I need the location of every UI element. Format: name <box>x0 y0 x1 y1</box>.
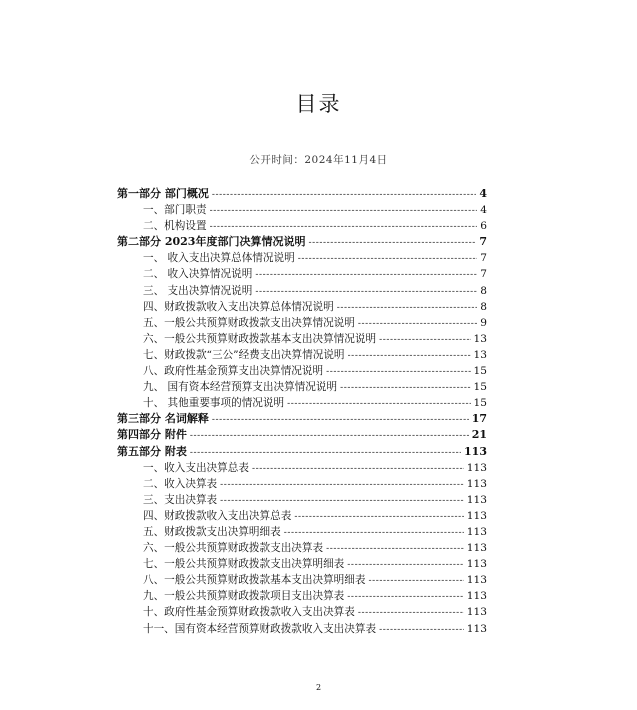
toc-leader-dashes <box>358 316 477 332</box>
toc-leader-dashes <box>287 396 470 412</box>
toc-leader-dashes <box>298 251 478 267</box>
toc-entry-label: 五、财政拨款支出决算明细表 <box>143 525 281 538</box>
toc-entry-page: 113 <box>466 622 487 635</box>
toc-entry-label: 九、 国有资本经营预算支出决算情况说明 <box>143 381 338 394</box>
toc-leader-dashes <box>255 267 477 283</box>
toc-leader-dashes <box>326 541 464 557</box>
toc-section-entry[interactable] <box>117 556 487 572</box>
toc-leader-dashes <box>252 461 464 477</box>
toc-leader-dashes <box>326 364 470 380</box>
toc-section-entry[interactable] <box>117 540 487 556</box>
toc-entry-page: 113 <box>464 444 487 458</box>
toc-section-entry[interactable] <box>117 395 487 411</box>
toc-section-entry[interactable] <box>117 283 487 299</box>
toc-leader-dashes <box>348 348 471 364</box>
toc-leader-dashes <box>379 332 470 348</box>
toc-section-entry[interactable] <box>117 202 487 218</box>
toc-entry-page: 15 <box>473 365 487 378</box>
toc-entry-label: 十一、国有资本经营预算财政拨款收入支出决算表 <box>143 622 377 635</box>
toc-entry-label: 九、一般公共预算财政拨款项目支出决算表 <box>143 590 345 603</box>
table-of-contents <box>117 186 487 637</box>
toc-entry-label: 一、收入支出决算总表 <box>143 461 249 474</box>
toc-entry-label: 一、 收入支出决算总体情况说明 <box>143 252 295 265</box>
toc-entry-label: 第三部分 名词解释 <box>117 412 209 426</box>
toc-part-entry[interactable] <box>117 411 487 427</box>
toc-entry-label: 十、 其他重要事项的情况说明 <box>143 397 285 410</box>
toc-entry-label: 七、一般公共预算财政拨款支出决算明细表 <box>143 558 345 571</box>
toc-entry-label: 二、机构设置 <box>143 220 207 233</box>
toc-section-entry[interactable] <box>117 604 487 620</box>
toc-entry-label: 四、财政拨款收入支出决算总体情况说明 <box>143 300 334 313</box>
toc-leader-dashes <box>255 284 477 300</box>
toc-entry-page: 113 <box>466 542 487 555</box>
toc-entry-page: 7 <box>479 235 487 249</box>
toc-leader-dashes <box>337 300 478 316</box>
toc-leader-dashes <box>212 187 477 203</box>
toc-section-entry[interactable] <box>117 250 487 266</box>
toc-entry-label: 一、部门职责 <box>143 204 207 217</box>
toc-entry-page: 7 <box>480 252 487 265</box>
toc-leader-dashes <box>284 525 464 541</box>
toc-entry-label: 第一部分 部门概况 <box>117 187 209 200</box>
toc-leader-dashes <box>340 380 470 396</box>
toc-section-entry[interactable] <box>117 379 487 395</box>
toc-entry-page: 4 <box>479 187 487 200</box>
toc-section-entry[interactable] <box>117 588 487 604</box>
toc-entry-label: 七、财政拨款“三公”经费支出决算情况说明 <box>143 348 345 361</box>
toc-leader-dashes <box>220 477 464 493</box>
toc-section-entry[interactable] <box>117 347 487 363</box>
toc-section-entry[interactable] <box>117 460 487 476</box>
toc-leader-dashes <box>347 557 463 573</box>
toc-leader-dashes <box>308 235 476 251</box>
toc-section-entry[interactable] <box>117 621 487 637</box>
toc-entry-label: 六、一般公共预算财政拨款基本支出决算情况说明 <box>143 332 377 345</box>
toc-entry-page: 113 <box>466 461 487 474</box>
toc-section-entry[interactable] <box>117 572 487 588</box>
toc-entry-page: 113 <box>466 574 487 587</box>
toc-part-entry[interactable] <box>117 186 487 202</box>
toc-section-entry[interactable] <box>117 363 487 379</box>
toc-entry-label: 三、支出决算表 <box>143 493 218 506</box>
toc-entry-page: 113 <box>466 477 487 490</box>
toc-section-entry[interactable] <box>117 331 487 347</box>
toc-entry-label: 二、 收入决算情况说明 <box>143 268 253 281</box>
toc-section-entry[interactable] <box>117 492 487 508</box>
toc-leader-dashes <box>294 509 463 525</box>
toc-leader-dashes <box>358 605 464 621</box>
toc-entry-page: 113 <box>466 509 487 522</box>
toc-leader-dashes <box>210 203 478 219</box>
toc-part-entry[interactable] <box>117 234 487 250</box>
toc-entry-page: 8 <box>480 300 487 313</box>
toc-leader-dashes <box>190 445 461 461</box>
toc-section-entry[interactable] <box>117 218 487 234</box>
toc-section-entry[interactable] <box>117 476 487 492</box>
toc-entry-label: 第四部分 附件 <box>117 428 187 442</box>
toc-leader-dashes <box>220 493 464 509</box>
toc-entry-label: 三、 支出决算情况说明 <box>143 284 253 297</box>
toc-entry-label: 二、收入决算表 <box>143 477 218 490</box>
toc-entry-page: 113 <box>466 525 487 538</box>
toc-entry-page: 7 <box>480 268 487 281</box>
toc-leader-dashes <box>212 412 469 428</box>
toc-part-entry[interactable] <box>117 444 487 460</box>
toc-entry-page: 113 <box>466 606 487 619</box>
toc-entry-page: 15 <box>473 397 487 410</box>
toc-entry-page: 21 <box>471 428 487 442</box>
toc-entry-label: 第二部分 2023年度部门决算情况说明 <box>117 235 306 249</box>
toc-section-entry[interactable] <box>117 315 487 331</box>
toc-entry-label: 五、一般公共预算财政拨款支出决算情况说明 <box>143 316 355 329</box>
toc-section-entry[interactable] <box>117 508 487 524</box>
toc-entry-label: 八、一般公共预算财政拨款基本支出决算明细表 <box>143 574 366 587</box>
toc-entry-label: 八、政府性基金预算支出决算情况说明 <box>143 365 324 378</box>
toc-entry-page: 113 <box>466 558 487 571</box>
toc-entry-page: 13 <box>473 348 487 361</box>
page-title: 目录 <box>295 92 342 116</box>
toc-leader-dashes <box>347 589 463 605</box>
toc-section-entry[interactable] <box>117 266 487 282</box>
toc-leader-dashes <box>190 428 469 444</box>
toc-entry-page: 4 <box>480 204 487 217</box>
page-number: 2 <box>315 683 322 692</box>
toc-part-entry[interactable] <box>117 427 487 443</box>
toc-leader-dashes <box>210 219 478 235</box>
toc-section-entry[interactable] <box>117 299 487 315</box>
toc-entry-label: 十、政府性基金预算财政拨款收入支出决算表 <box>143 606 355 619</box>
toc-leader-dashes <box>368 573 463 589</box>
toc-entry-label: 第五部分 附表 <box>117 444 187 458</box>
toc-entry-page: 13 <box>473 332 487 345</box>
toc-entry-label: 四、财政拨款收入支出决算总表 <box>143 509 292 522</box>
toc-leader-dashes <box>379 622 464 638</box>
toc-entry-page: 9 <box>480 316 487 329</box>
toc-entry-page: 8 <box>480 284 487 297</box>
toc-section-entry[interactable] <box>117 524 487 540</box>
toc-entry-page: 17 <box>471 412 487 426</box>
publish-time: 公开时间：2024年11月4日 <box>249 154 388 166</box>
toc-entry-label: 六、一般公共预算财政拨款支出决算表 <box>143 542 324 555</box>
toc-entry-page: 113 <box>466 493 487 506</box>
toc-entry-page: 6 <box>480 220 487 233</box>
toc-entry-page: 113 <box>466 590 487 603</box>
toc-entry-page: 15 <box>473 381 487 394</box>
